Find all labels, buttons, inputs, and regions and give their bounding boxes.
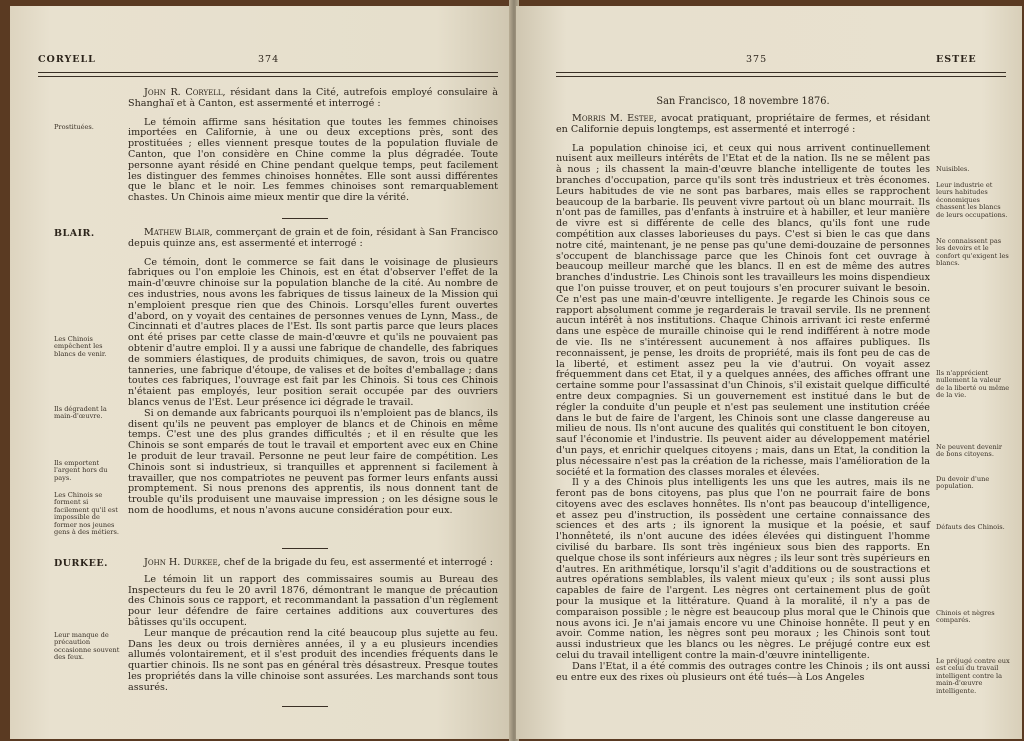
durkee-paragraph-2: Leur manque de précaution rend la cité beaucoup plus sujette au feu. Dans les deux ou trois dernières années, il y a eu plusieurs incendies allumés volontairement, et il s'est produit des incendies fréquents dans le quartier chinois. Ils ne sont pas en général très désastreux. Presque toutes les propriétés dans la ville chinoise sont assurées. Les marchands sont tous assurés. — [128, 627, 498, 693]
coryell-body: Le témoin affirme sans hésitation que toutes les femmes chinoises importées en Californie, à une ou deux exceptions près, sont des prostituées ; elles viennent presque toutes de la population fluviale de Canton, que l'on considère en Chine comme la plus dégradée. Toute personne ayant résidé en Chine pendant quelque temps, peut facilement les distinguer des femmes chinoises honnêtes. Elle sont aussi différentes que le blanc et le noir. Les femmes chinoises sont remarquablement chastes. Un Chinois aime mieux mentir que dire la vérité. — [128, 116, 498, 204]
estee-paragraph-1: La population chinoise ici, et ceux qui nous arrivent continuellement nuisent aux meilleurs intérêts de l'Etat et de la nation. Ils ne se mêlent pas à nous ; ils chassent la main-d'œuvre blanche intelligente de toutes les branches d'occupation, parce qu'ils sont très industrieux et très économes. Leurs habitudes de vie ne sont pas barbares, mais elles se rapprochent beaucoup de la barbarie. Ils peuvent vivre partout où un blanc mourrait. Ils n'ont pas de familles, pas d'enfants à instruire et à habiller, et leur manière de vivre est si différente de celle des blancs, qu'ils font une rude compétition aux classes laborieuses du pays. C'est si bien le cas que dans notre cité, maintenant, je ne pense pas qu'une demi-douzaine de personnes s'occupent de blanchissage parce que les Chinois font cet ouvrage à beaucoup meilleur marché que les blancs. Il en est de même des autres branches d'industrie. Les Chinois sont les travailleurs les moins dispendieux que l'on puisse trouver, et on peut toujours s'en procurer suivant le besoin. Ce n'est pas une main-d'œuvre intelligente. Je regarde les Chinois sous ce rapport absolument comme je regarderais le travail servile. Ils ne prennent aucun intérêt à nos institutions. Chaque Chinois arrivant ici reste enfermé dans une espèce de muraille chinoise qui le rend indifférent à notre mode de vie. Ils ne s'intéressent aucunement à nos affaires publiques. Ils reconnaissent, je pense, les droits de propriété, mais ils font peu de cas de la liberté, et estiment assez peu la vie d'autrui. On voyait assez fréquemment dans cet Etat, il y a quelques années, des affiches offrant une certaine somme pour l'assassinat d'un Chinois, s'il existait quelque difficulté entre deux compagnies. Si un gouvernement est institué dans le but de régler la conduite d'un peuple et n'est pas seulement une institution créée dans le but de faire de l'argent, les Chinois sont une classe dangereuse au milieu de nous. Ils n'ont aucune des qualités qui constituent le bon citoyen, sauf l'économie et l'industrie. Ils peuvent aider au développement matériel d'un pays, et enrichir quelques citoyens ; mais, dans un Etat, la condition la plus nécessaire n'est pas la création de la richesse, mais l'amélioration de la société et la formation des classes morales et élevées. — [556, 142, 930, 478]
margin-note-durkee-1: Leur manque de précaution occasionne souvent des feux. — [54, 631, 120, 662]
margin-note-estee-7: Défauts des Chinois. — [936, 523, 1005, 531]
estee-intro: Morris M. Estee, avocat pratiquant, propriétaire de fermes, et résidant en Californie depuis longtemps, est assermenté et interrogé : — [556, 113, 930, 135]
blair-section — [128, 228, 498, 517]
margin-note-prostituees: Prostituées. — [54, 123, 94, 131]
margin-note-blair-4: Les Chinois se forment si facilement qu'il est impossible de former nos jeunes gens à des métiers. — [54, 491, 119, 537]
right-page-number: 375 — [746, 54, 768, 65]
place-date: San Francisco, 18 novembre 1876. — [656, 96, 830, 107]
right-header-rule — [556, 72, 1006, 77]
durkee-intro: John H. Durkee, chef de la brigade du feu, est assermenté et interrogé : — [144, 557, 493, 568]
estee-paragraph-2: Il y a des Chinois plus intelligents les uns que les autres, mais ils ne feront pas de bons citoyens, pas plus que l'on ne pourrait faire de bons citoyens avec des esclaves honnêtes. Ils n'ont pas beaucoup d'intelligence, et assez peu d'instruction, ils possèdent une certaine connaissance des sciences et des arts ; ils ignorent la musique et la poésie, et sauf l'honnêteté, ils n'ont aucune des idées élevées qui distinguent l'homme civilisé du barbare. Ils sont très ingénieux sous bien des rapports. En quelque chose ils sont inférieurs aux nègres ; ils leur sont très supérieurs en d'autres. En arithmétique, lorsqu'il s'agit d'additions ou de soustractions et autres opérations semblables, ils valent mieux qu'eux ; ils sont aussi plus capables de faire de l'argent. Les nègres ont certainement plus de goût pour la musique et la littérature. Quand à la moralité, il n'y a pas de comparaison possible ; le nègre est beaucoup plus moral que le Chinois que nous avons ici. Je n'ai jamais encore vu une Chinoise honnête. Il peut y en avoir. Comme nation, les nègres sont peu moraux ; les Chinois sont tout aussi industrieux que les blancs ou les nègres. Le préjugé contre eux est celui du travail intelligent contre la main-d'œuvre inintelligente. — [556, 477, 930, 662]
durkee-section — [128, 558, 498, 694]
speaker-blair: BLAIR. — [54, 228, 95, 239]
section-separator — [282, 706, 328, 707]
margin-note-estee-4: Ils n'apprécient nullement la valeur de la liberté ou même de la vie. — [936, 369, 1010, 400]
margin-note-blair-1: Les Chinois empêchent les blancs de venir. — [54, 335, 107, 358]
left-running-head: CORYELL — [38, 54, 96, 65]
margin-note-estee-5: Ne peuvent devenir de bons citoyens. — [936, 443, 1003, 459]
margin-note-estee-3: Ne connaissent pas les devoirs et le confort qu'exigent les blancs. — [936, 237, 1009, 268]
margin-note-estee-6: Du devoir d'une population. — [936, 475, 990, 491]
durkee-paragraph-1: Le témoin lit un rapport des commissaires soumis au Bureau des Inspecteurs du feu le 20 avril 1876, démontrant le manque de précaution des Chinois sous ce rapport, et recommandant la passation d'un règlement pour leur défendre de faire certaines additions aux couvertures des bâtisses qu'ils occupent. — [128, 573, 498, 628]
left-page — [10, 6, 512, 739]
section-separator — [282, 218, 328, 219]
blair-paragraph-1: Ce témoin, dont le commerce se fait dans le voisinage de plusieurs fabriques ou l'on emploie les Chinois, est en état d'observer l'effet de la main-d'œuvre chinoise sur la population blanche de la cité. Au nombre de ces industries, nous avons les fabriques de tissus laineux de la Mission qui n'emploient presque rien que des Chinois. Lorsqu'elles furent ouvertes d'abord, on y voyait des centaines de personnes venues de Lynn, Mass., de Cincinnati et d'autres places de l'Est. Ils sont partis parce que leurs places ont été prises par cette classe de main-d'œuvre et qu'ils ne pouvaient pas obtenir d'autre emploi. Il y a aussi une fabrique de chandelle, des fabriques de sommiers élastiques, de produits chimiques, de savon, trois ou quatre tanneries, une fabrique d'étoupe, de valises et de boîtes d'emballage ; dans toutes ces fabriques, l'ouvrage est fait par les Chinois. Si tous ces Chinois n'étaient pas employés, leur position serait occupée par des ouvriers blancs venus de l'Est. Leur présence ici dégrade le travail. — [128, 256, 498, 408]
left-header-rule — [38, 72, 498, 77]
coryell-section — [128, 88, 498, 204]
speaker-durkee: DURKEE. — [54, 558, 108, 569]
right-page — [516, 6, 1022, 739]
margin-note-estee-1: Nuisibles. — [936, 165, 970, 173]
blair-intro: Mathew Blair, commerçant de grain et de foin, résidant à San Francisco depuis quinze ans, est assermenté et interrogé : — [128, 227, 498, 249]
left-page-number: 374 — [258, 54, 280, 65]
section-separator — [282, 548, 328, 549]
blair-paragraph-2: Si on demande aux fabricants pourquoi ils n'emploient pas de blancs, ils disent qu'ils ne peuvent pas employer de blancs et de Chinois en même temps. C'est une des plus grandes difficultés ; et il en résulte que les Chinois se sont emparés de tout le travail et emportent avec eux en Chine le produit de leur travail. Personne ne peut leur faire de compétition. Les Chinois sont si industrieux, si tranquilles et apprennent si facilement à travailler, que nos compatriotes ne peuvent pas former leurs enfants aussi promptement. Si nous prenons des apprentis, ils nous donnent tant de trouble qu'ils produisent une mauvaise impression ; on les désigne sous le nom de hoodlums, et nous n'avons aucune considération pour eux. — [128, 407, 498, 516]
margin-note-blair-2: Ils dégradent la main-d'œuvre. — [54, 405, 107, 421]
margin-note-estee-2: Leur industrie et leurs habitudes économiques chassent les blancs de leurs occupations. — [936, 181, 1008, 219]
margin-note-estee-8: Chinois et nègres comparés. — [936, 609, 995, 625]
estee-paragraph-3: Dans l'Etat, il a été commis des outrages contre les Chinois ; ils ont aussi eu entre eux des rixes où plusieurs ont été tués—à Los Angeles — [556, 660, 930, 683]
right-running-head: ESTEE — [936, 54, 977, 65]
margin-note-estee-9: Le préjugé contre eux est celui du travail intelligent contre la main-d'œuvre intelligente. — [936, 657, 1010, 695]
estee-section — [556, 114, 930, 683]
coryell-intro: John R. Coryell, résidant dans la Cité, autrefois employé consulaire à Shanghaï et à Canton, est assermenté et interrogé : — [128, 87, 498, 109]
margin-note-blair-3: Ils emportent l'argent hors du pays. — [54, 459, 108, 482]
